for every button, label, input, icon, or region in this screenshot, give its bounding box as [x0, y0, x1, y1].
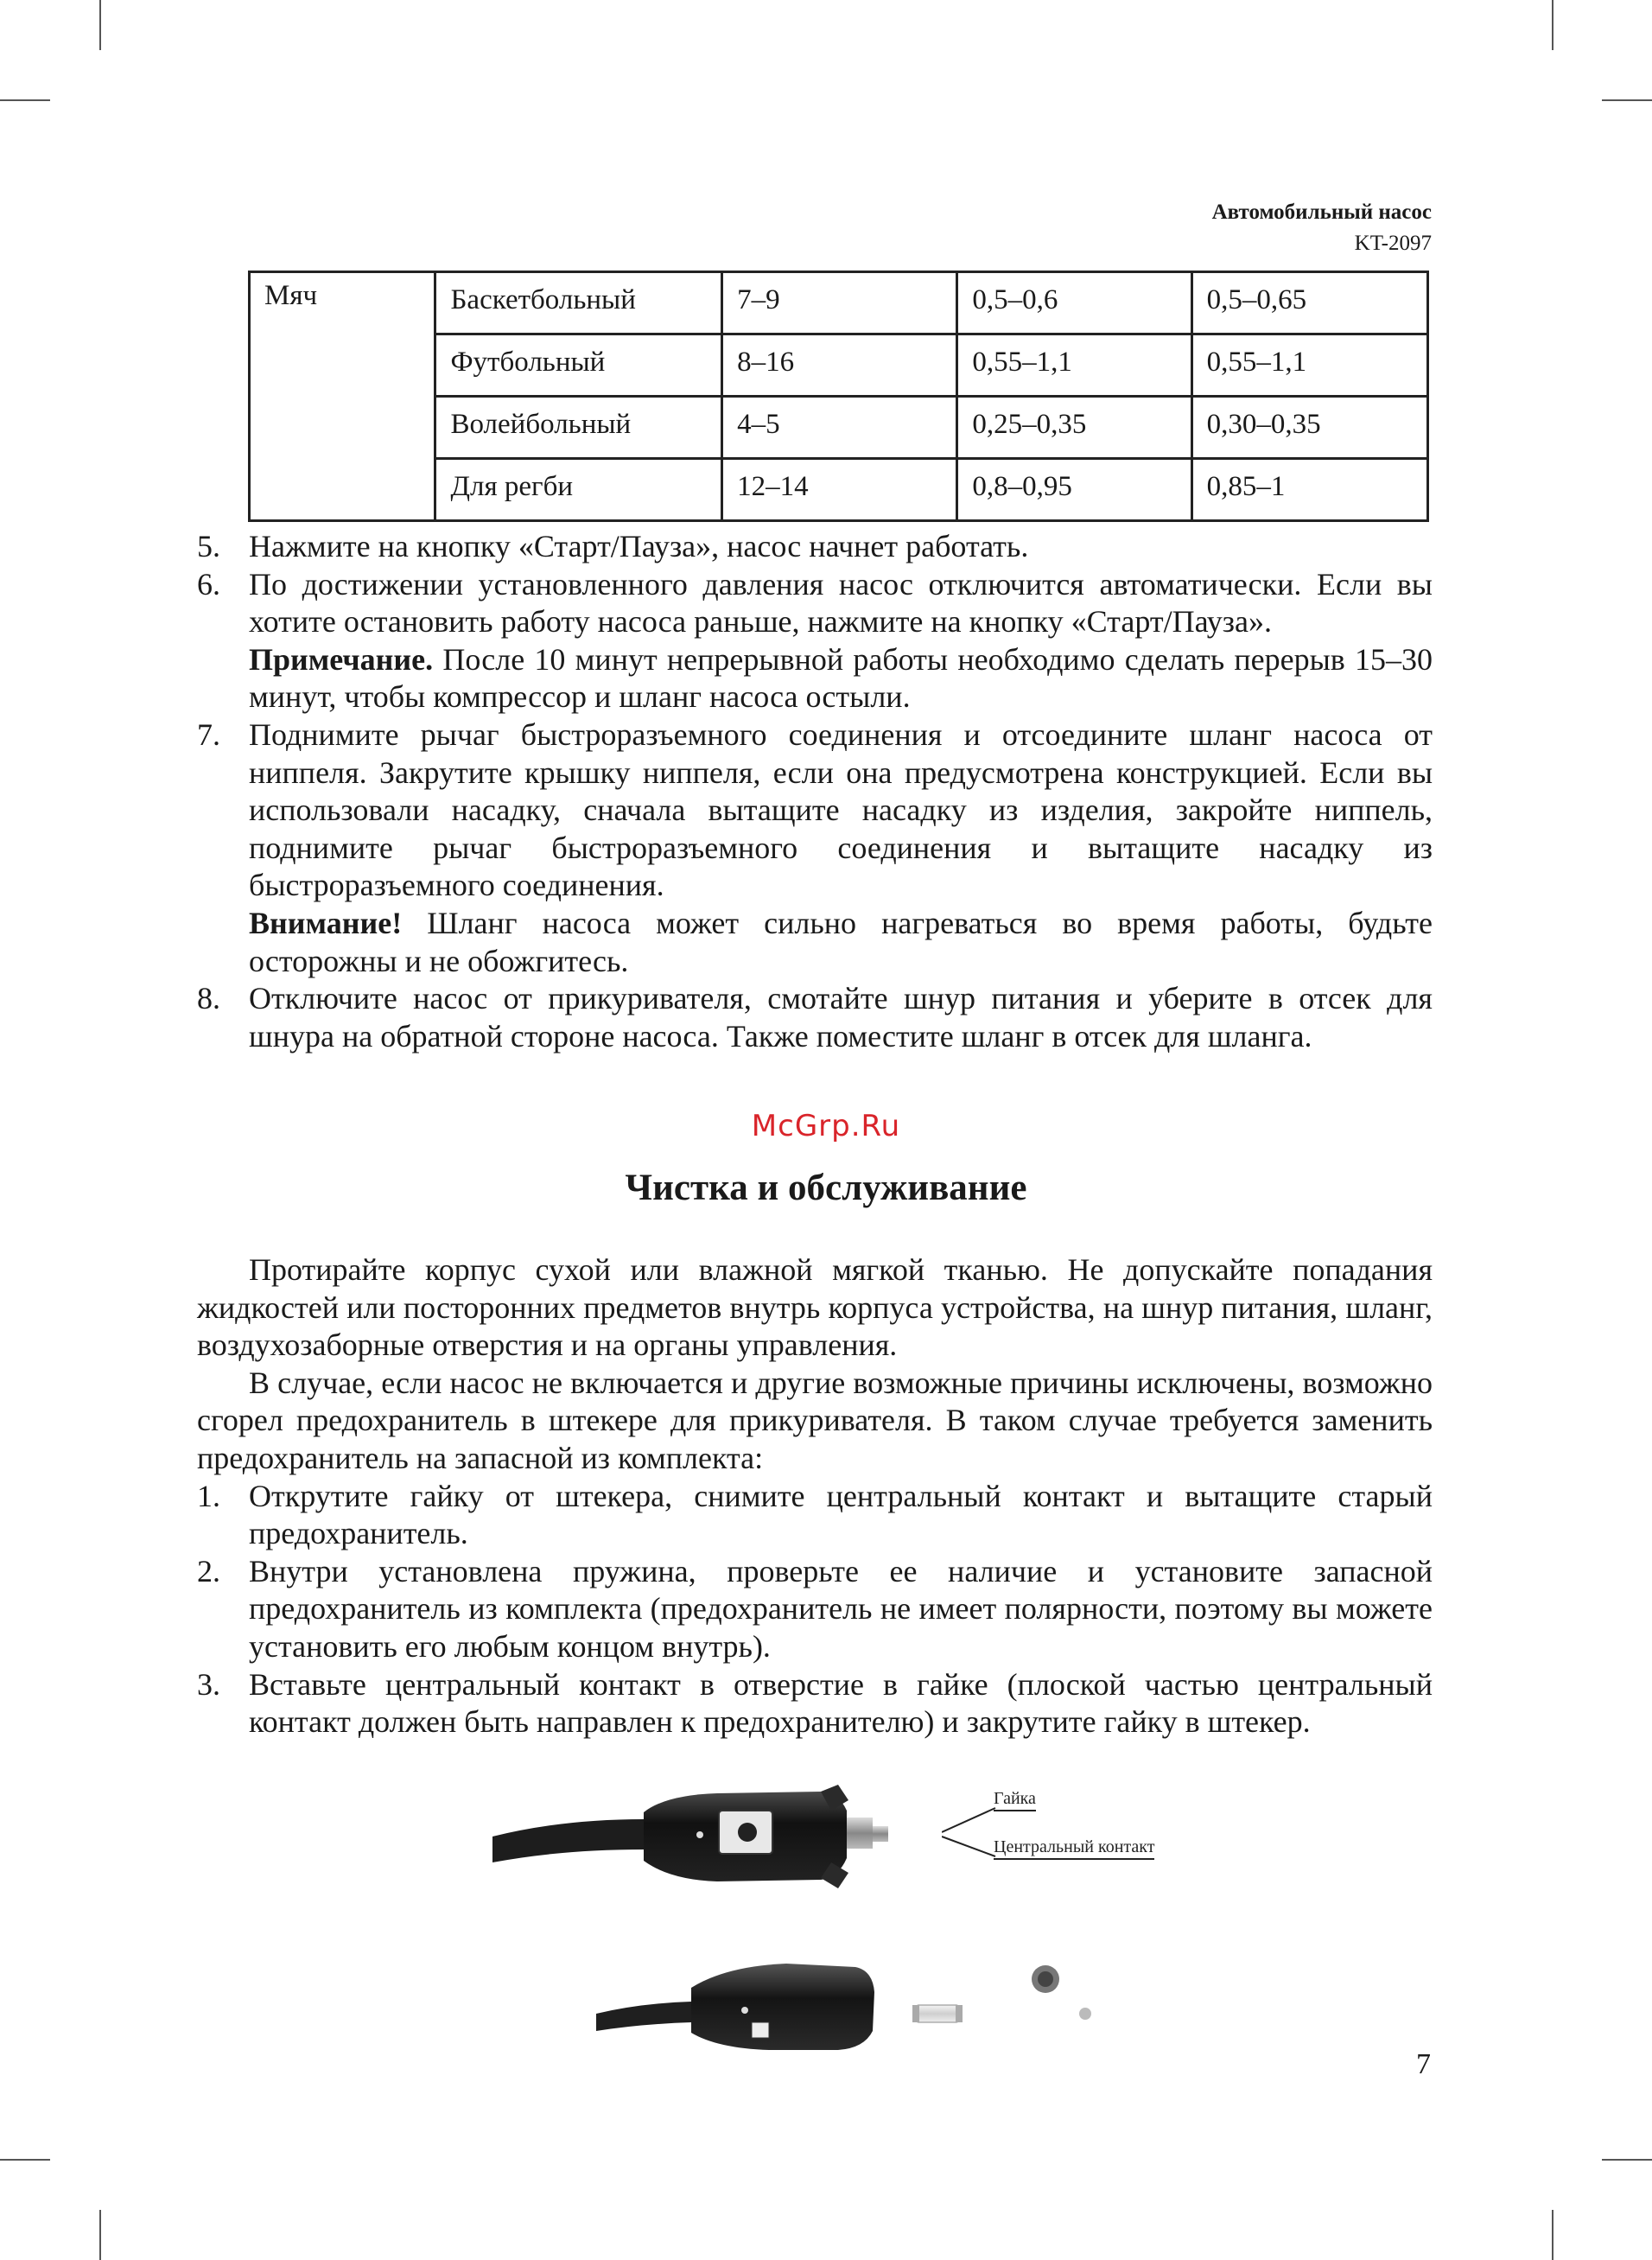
- list-item: [197, 716, 1433, 980]
- table-cell: 0,8–0,95: [957, 459, 1191, 521]
- table-cell: Футбольный: [435, 334, 722, 397]
- table-cell: Баскетбольный: [435, 272, 722, 334]
- crop-mark: [0, 2159, 50, 2161]
- table-category-cell: Мяч: [250, 272, 435, 521]
- list-item: [197, 1478, 1433, 1553]
- table-cell: 0,5–0,65: [1191, 272, 1427, 334]
- running-header: [1212, 197, 1432, 259]
- list-item: [197, 980, 1433, 1055]
- crop-mark: [1552, 2210, 1554, 2260]
- list-text: Поднимите рычаг быстроразъемного соединения и отсоедините шланг насоса от ниппеля. Закрутите крышку ниппеля, если она предусмотрена конструкцией. Если вы использовали насадку, сначала вытащите насадку из изделия, закройте ниппель, поднимите рычаг быстроразъемного соединения и вытащите насадку из быстроразъемного соединения.: [249, 716, 1433, 903]
- crop-mark: [99, 0, 101, 50]
- list-item: [197, 566, 1433, 716]
- header-model: KT-2097: [1354, 232, 1432, 255]
- crop-mark: [1552, 0, 1554, 50]
- list-item: [197, 1666, 1433, 1741]
- warning-text: Шланг насоса может сильно нагреваться во время работы, будьте осторожны и не обожгитесь.: [249, 905, 1433, 978]
- table-row: [250, 272, 1428, 334]
- watermark: McGrp.Ru: [751, 1109, 901, 1143]
- table-cell: 12–14: [722, 459, 957, 521]
- paragraph: В случае, если насос не включается и другие возможные причины исключены, возможно сгорел предохранитель в штекере для прикуривателя. В таком случае требуется заменить предохранитель на запасной из комплекта:: [197, 1365, 1433, 1475]
- table-cell: 8–16: [722, 334, 957, 397]
- cleaning-section: [197, 1251, 1433, 1741]
- section-title: Чистка и обслуживание: [625, 1168, 1027, 1208]
- table-cell: Для регби: [435, 459, 722, 521]
- crop-mark: [0, 99, 50, 101]
- table-cell: 0,30–0,35: [1191, 397, 1427, 459]
- note-paragraph: [249, 641, 1433, 716]
- table-cell: 0,55–1,1: [957, 334, 1191, 397]
- plug-assembled-photo: [492, 1776, 950, 1906]
- list-number: 7.: [197, 716, 220, 752]
- callout-center-contact: Центральный контакт: [994, 1837, 1154, 1860]
- table-cell: 0,55–1,1: [1191, 334, 1427, 397]
- list-number: 8.: [197, 981, 220, 1016]
- callout-nut: Гайка: [994, 1789, 1036, 1811]
- list-text: По достижении установленного давления насос отключится автоматически. Если вы хотите остановить работу насоса раньше, нажмите на кнопку «Старт/Пауза».: [249, 566, 1433, 640]
- table-cell: 4–5: [722, 397, 957, 459]
- table-cell: 0,85–1: [1191, 459, 1427, 521]
- header-title: Автомобильный насос: [1211, 201, 1432, 224]
- list-text: Отключите насос от прикуривателя, смотайте шнур питания и уберите в отсек для шнура на обратной стороне насоса. Также поместите шланг в отсек для шланга.: [249, 981, 1433, 1054]
- warning-paragraph: [249, 905, 1433, 980]
- table-cell: Волейбольный: [435, 397, 722, 459]
- list-number: 2.: [197, 1553, 220, 1588]
- list-number: 6.: [197, 566, 220, 602]
- paragraph: Протирайте корпус сухой или влажной мягкой тканью. Не допускайте попадания жидкостей или посторонних предметов внутрь корпуса устройства, на шнур питания, шланг, воздухозаборные отверстия и на органы управления.: [197, 1252, 1433, 1363]
- crop-mark: [1602, 99, 1652, 101]
- list-number: 1.: [197, 1478, 220, 1513]
- warning-label: Внимание!: [249, 905, 403, 940]
- operating-steps: [197, 528, 1433, 1055]
- table-cell: 0,5–0,6: [957, 272, 1191, 334]
- table-cell: 7–9: [722, 272, 957, 334]
- plug-disassembled-photo: [596, 1936, 1115, 2074]
- list-text: Вставьте центральный контакт в отверстие в гайке (плоской частью центральный контакт должен быть направлен к предохранителю) и закрутите гайку в штекер.: [249, 1666, 1433, 1740]
- list-text: Открутите гайку от штекера, снимите центральный контакт и вытащите старый предохранитель.: [249, 1478, 1433, 1551]
- list-number: 3.: [197, 1666, 220, 1702]
- crop-mark: [99, 2210, 101, 2260]
- table-cell: 0,25–0,35: [957, 397, 1191, 459]
- list-text: Внутри установлена пружина, проверьте ее наличие и установите запасной предохранитель из комплекта (предохранитель не имеет полярности, поэтому вы можете установить его любым концом внутрь).: [249, 1553, 1433, 1664]
- pressure-table: [248, 271, 1429, 522]
- callout-lines: [942, 1798, 1002, 1867]
- note-text: После 10 минут непрерывной работы необходимо сделать перерыв 15–30 минут, чтобы компрессор и шланг насоса остыли.: [249, 641, 1433, 715]
- note-label: Примечание.: [249, 641, 434, 677]
- list-number: 5.: [197, 529, 220, 563]
- list-item: [197, 1553, 1433, 1666]
- list-item: [197, 528, 1433, 566]
- page-number: 7: [1416, 2048, 1431, 2080]
- list-text: Нажмите на кнопку «Старт/Пауза», насос начнет работать.: [249, 529, 1029, 563]
- crop-mark: [1602, 2159, 1652, 2161]
